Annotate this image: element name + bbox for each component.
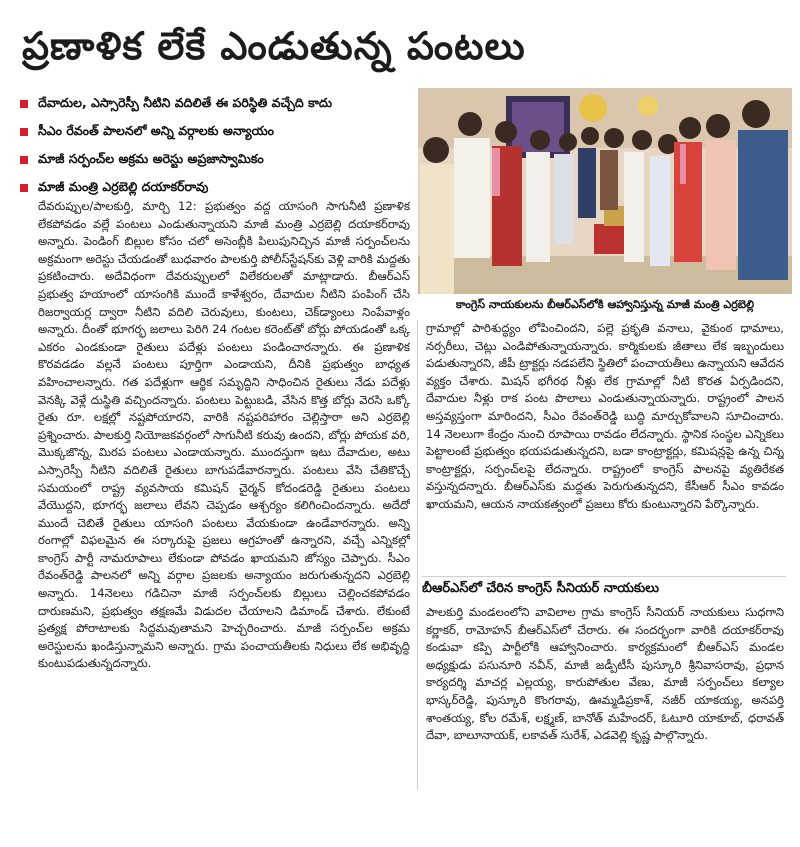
article-body-left <box>38 198 410 792</box>
article-paragraph: దేవరుప్పుల/పాలకుర్తి, మార్చి 12: ప్రభుత్వం వద్ద యాసంగి సాగునీటి ప్రణాళిక లేకపోవడం వల్లే పంటలు ఎండుతున్నాయని మాజీ మంత్రి ఎర్రబెల్లి దయాకర్‌రావు అన్నారు. పెండింగ్ బిల్లుల కోసం చలో అసెంబ్లీకి పిలుపునిచ్చిన మాజీ సర్పంచ్‌లను అక్రమంగా అరెస్టు చేయడంతో బుధవారం పాలకుర్తి పోలీస్‌స్టేషన్‌కు వెళ్లి వారికి మద్దతు ప్రకటించారు. అదేవిధంగా దేవరుప్పులలో విలేకరులతో మాట్లాడారు. బీఆర్‌ఎస్ ప్రభుత్వ హయాంలో యాసంగికి ముందే కాళేశ్వరం, దేవాదుల నీటిని పంపింగ్ చేసి రిజర్వాయర్ల ద్వారా నీటిని వదిలి చెరువులు, కుంటలు, చెక్‌డ్యాంలు నింపేవాళ్లం అన్నారు. దీంతో భూగర్భ జలాలు పెరిగి 24 గంటల కరెంట్‌తో బోర్లు పోయడంతో ఒక్క ఎకరం ఎండకుండా రైతులు పదేళ్లు పంటలు పండించారన్నారు. ఈ ప్రణాళిక కొరవడడం వల్లనే పంటలు పూర్తిగా ఎండాయని, దీనికి ప్రభుత్వం బాధ్యత వహించాలన్నారు. గత పదేళ్లుగా ఆర్థిక సమృద్ధిని సాధించిన రైతులు నేడు పదేళ్లు వెనక్కి వెళ్లే దుస్థితి వచ్చిందన్నారు. పంటలు పెట్టుబడి, వేసిన కొత్త బోర్లు వెరసి ఒక్కో రైతు రూ. లక్షల్లో నష్టపోయారని, వారికి నష్టపరిహారం చెల్లిస్తారా అని ఎర్రబెల్లి ప్రశ్నించారు. పాలకుర్తి నియోజకవర్గంలో సాగునీటి కరువు ఉందని, బోర్లు పోయక వరి, మొక్కజొన్న, మిరప పంటలు ఎండాయన్నారు. ముందస్తుగా ఇటు దేవాదుల, అటు ఎస్సారెస్పీ నీటిని వదిలితే రైతులు బాగుపడేవారన్నారు. పంటలు వేసి చేతికొచ్చే సమయంలో రాష్ట్ర వ్యవసాయ కమిషన్ చైర్మన్ కోదండరెడ్డి రైతులు పంటలు వేయొద్దని, భూగర్భ జలాలు లేవని చెప్పడం ఆశ్చర్యం కలిగించిందన్నారు. అదేదో ముందే చెబితే రైతులు యాసంగి పంటలు వేయకుండా ఉండేవారన్నారు. అన్ని రంగాల్లో విఫలమైన ఈ సర్కారుపై ప్రజలు ఆగ్రహంతో ఉన్నారని, వచ్చే ఎన్నికల్లో కాంగ్రెస్ పార్టీ నామరూపాలు లేకుండా పోవడం ఖాయమని జోస్యం చెప్పారు. సీఎం రేవంత్‌రెడ్డి పాలనలో అన్ని వర్గాల ప్రజలకు అన్యాయం జరుగుతున్నదని ఎర్రబెల్లి అన్నారు. 14నెలలు గడిచినా మాజీ సర్పంచ్‌లకు బిల్లులు చెల్లించకపోవడం దారుణమని, ప్రభుత్వం తక్షణమే విడుదల చేయాలని డిమాండ్ చేశారు. లేకుంటే ప్రత్యక్ష పోరాటాలకు సిద్ధమవుతామని హెచ్చరించారు. మాజీ సర్పంచ్‌ల అక్రమ అరెస్టులను ఖండిస్తున్నామని అన్నారు. గ్రామ పంచాయతీలకు నిధులు లేక అభివృద్ధి కుంటుపడుతున్నదన్నారు. <box>38 199 410 671</box>
article-body-right <box>426 320 784 572</box>
red-square-icon <box>20 156 28 164</box>
article-paragraph: పాలకుర్తి మండలంలోని వావిలాల గ్రామ కాంగ్రెస్ సీనియర్ నాయకులు సుధగాని కర్ణాకర్, రామోహన్ బీఆర్‌ఎస్‌లో చేరారు. ఈ సందర్భంగా వారికి దయాకర్‌రావు కండువా కప్పి పార్టీలోకి ఆహ్వానించారు. కార్యక్రమంలో బీఆర్‌ఎస్ మండల అధ్యక్షుడు పసునూరి నవీన్, మాజీ జడ్పీటీసీ పుస్కూరి శ్రీనివాసరావు, ప్రధాన కార్యదర్శి మాచర్ల ఎల్లయ్య, కారుపోతుల వేణు, మాజీ సర్పంచ్‌లు కల్యాల భాస్కర్‌రెడ్డి, పుస్కూరి కొంగరావు, ఊమ్మడిప్రకాశ్, నజీర్ యాకయ్య, అనపర్తి శాంతయ్య, కోల రమేశ్, లక్ష్మణ్, బానోత్ మహేందర్, ఓటూరి యాకూబ్, ధరావత్ దేవా, బాలూనాయక్, లకావత్ సురేశ్, ఎడవెల్లి కృష్ణ పాల్గొన్నారు. <box>426 605 784 743</box>
red-square-icon <box>20 100 28 108</box>
bullet-text: మాజీ మంత్రి ఎర్రబెల్లి దయాకర్‌రావు <box>38 178 209 194</box>
bullet-text: దేవాదుల, ఎస్సారెస్పీ నీటిని వదిలితే ఈ పరిస్థితి వచ్చేది కాదు <box>38 94 333 110</box>
article-subheading: బీఆర్‌ఎస్‌లో చేరిన కాంగ్రెస్ సీనియర్ నాయకులు <box>422 576 786 605</box>
photo-caption: కాంగ్రెస్ నాయకులను బీఆర్‌ఎస్‌లోకి ఆహ్వానిస్తున్న మాజీ మంత్రి ఎర్రబెల్లి <box>455 298 755 311</box>
article-paragraph: గ్రామాల్లో పారిశుద్ధ్యం లోపించిందని, పల్లె ప్రకృతి వనాలు, వైకుంఠ ధామాలు, నర్సరీలు, చెట్లు ఎండిపోతున్నాయన్నారు. కార్మికులకు జీతాలు లేక ఇబ్బందులు పడుతున్నారని, జీపీ ట్రాక్టర్లు నడపలేని స్థితిలో పంచాయతీలు ఉన్నాయని ఆవేదన వ్యక్తం చేశారు. మిషన్ భగీరథ నీళ్లు లేక గ్రామాల్లో నీటి కొరత ఏర్పడిందని, దేవాదుల నీళ్లు రాక పంట పొలాలు ఎండుతున్నాయన్నారు. రాష్ట్రంలో పాలన అస్తవ్యస్తంగా మారిందని, సీఎం రేవంత్‌రెడ్డి బుద్ధి మార్చుకోవాలని సూచించారు. 14 నెలలుగా కేంద్రం నుంచి రూపాయి రావడం లేదన్నారు. స్థానిక సంస్థల ఎన్నికలు పెట్టాలంటే ప్రభుత్వం భయపడుతున్నదని, బడా కాంట్రాక్టర్లు, కమిషన్లపై ఉన్న చిన్న కాంట్రాక్టర్లు, సర్పంచ్‌లపై లేదన్నారు. రాష్ట్రంలో కాంగ్రెస్ పాలనపై వ్యతిరేకత వస్తున్నదన్నారు. బీఆర్‌ఎస్‌కు మద్దతు పెరుగుతున్నదని, కేసీఆర్ సీఎం కావడం ఖాయమని, ఆయన నాయకత్వంలో ప్రజలు కోరు కుంటున్నారని పేర్కొన్నారు. <box>426 321 784 511</box>
red-square-icon <box>20 128 28 136</box>
column-divider <box>417 320 418 790</box>
bullet-item <box>20 176 410 200</box>
bullet-item <box>20 148 410 172</box>
group-photo-image <box>418 88 792 294</box>
bullet-text: మాజీ సర్పంచ్‌ల అక్రమ అరెస్టు అప్రజాస్వామికం <box>38 150 264 166</box>
bullet-item <box>20 120 410 144</box>
bullet-list <box>20 92 410 204</box>
article-headline: ప్రణాళిక లేకే ఎండుతున్న పంటలు <box>22 24 526 68</box>
article-body-right-2 <box>426 604 784 792</box>
news-photo <box>418 88 792 294</box>
red-square-icon <box>20 184 28 192</box>
bullet-item <box>20 92 410 116</box>
bullet-text: సీఎం రేవంత్ పాలనలో అన్ని వర్గాలకు అన్యాయం <box>38 122 274 138</box>
